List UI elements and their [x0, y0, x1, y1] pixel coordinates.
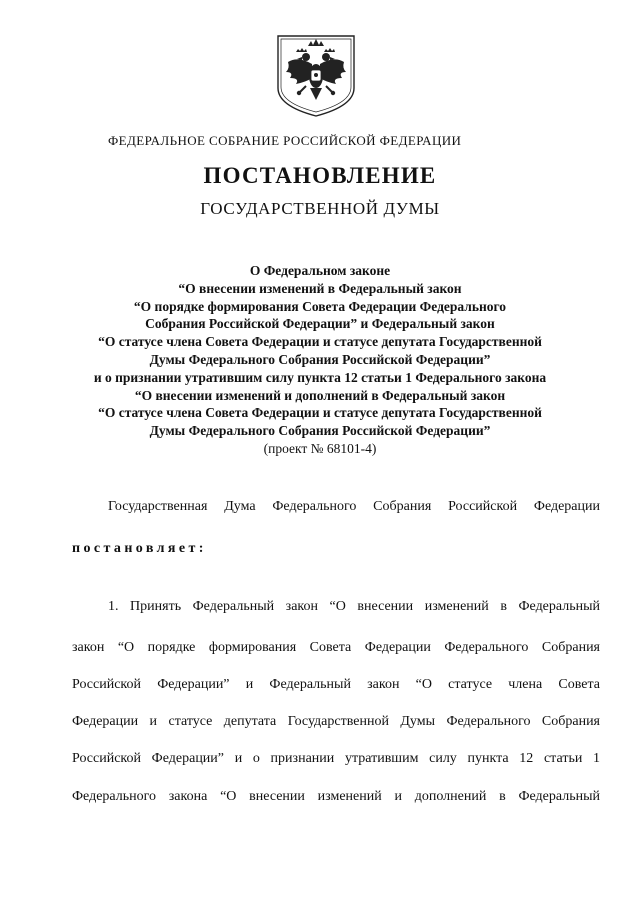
subject-line: Думы Федерального Собрания Российской Федерации”: [149, 423, 491, 439]
subject-line: О Федеральном законе: [249, 263, 391, 278]
paragraph-line: Федерального закона “О внесении изменений и дополнений в Федеральный: [72, 789, 600, 804]
document-type-title: ПОСТАНОВЛЕНИЕ: [203, 163, 437, 188]
paragraph-line: 1. Принять Федеральный закон “О внесении изменений в Федеральный: [108, 599, 600, 614]
paragraph-line: закон “О порядке формирования Совета Федерации Федерального Собрания: [72, 640, 600, 655]
subject-line: и о признании утратившим силу пункта 12 статьи 1 Федерального закона: [93, 369, 547, 385]
issuer-subtitle: ГОСУДАРСТВЕННОЙ ДУМЫ: [200, 199, 440, 218]
preamble-text: Государственная Дума Федерального Собрания Российской Федерации: [108, 499, 600, 514]
decrees-label: постановляет:: [72, 541, 207, 556]
subject-line: “О порядке формирования Совета Федерации Федерального: [133, 298, 507, 314]
subject-line: “О внесении изменений и дополнений в Федеральный закон: [134, 387, 506, 403]
project-number: (проект № 68101-4): [263, 440, 377, 456]
document-subject: [60, 262, 580, 458]
paragraph-line: Российской Федерации” и Федеральный закон “О статусе члена Совета: [72, 677, 600, 692]
paragraph-line: Федерации и статусе депутата Государственной Думы Федерального Собрания: [72, 714, 600, 729]
coat-of-arms-icon: [272, 32, 360, 118]
subject-line: Собрания Российской Федерации” и Федеральный закон: [145, 316, 495, 332]
subject-line: “О статусе члена Совета Федерации и статусе депутата Государственной: [98, 405, 542, 421]
subject-line: “О внесении изменений в Федеральный закон: [178, 280, 462, 296]
federal-assembly-heading: ФЕДЕРАЛЬНОЕ СОБРАНИЕ РОССИЙСКОЙ ФЕДЕРАЦИИ: [108, 133, 462, 148]
subject-line: “О статусе члена Совета Федерации и статусе депутата Государственной: [98, 334, 542, 350]
paragraph-line: Российской Федерации” и о признании утратившим силу пункта 12 статьи 1: [72, 751, 600, 766]
subject-line: Думы Федерального Собрания Российской Федерации”: [149, 351, 491, 367]
